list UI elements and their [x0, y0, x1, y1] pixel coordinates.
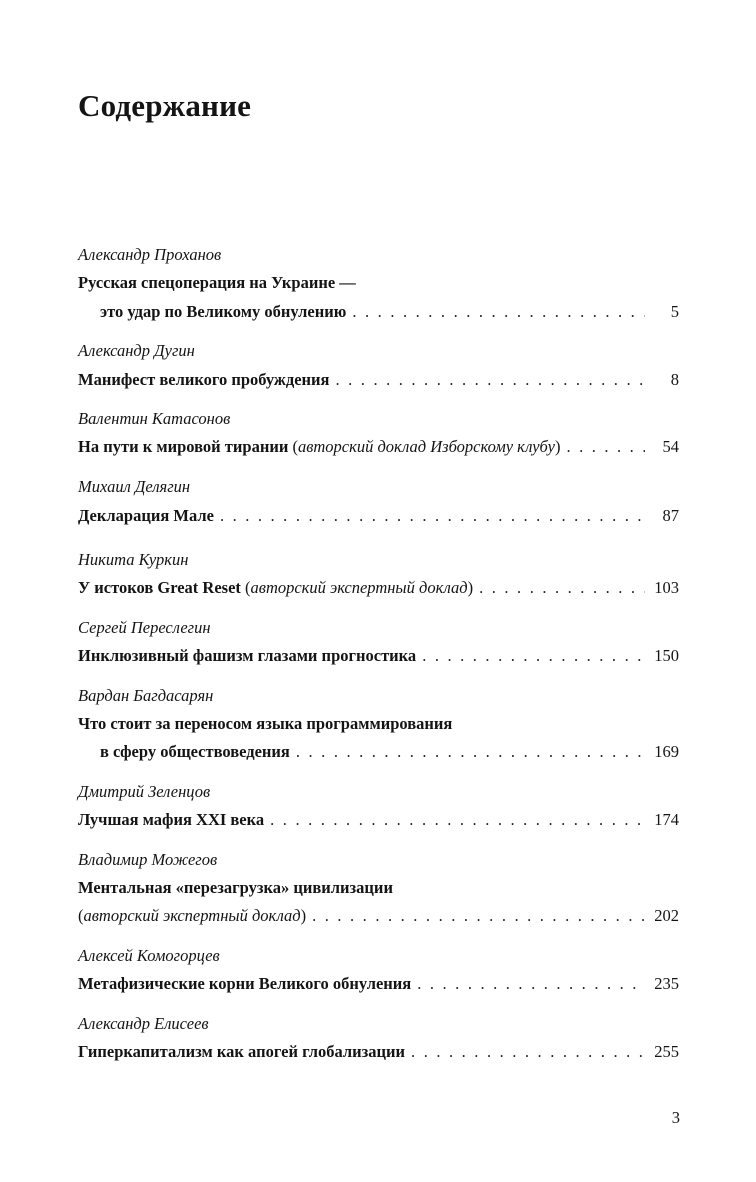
- toc-subtitle-line: (авторский экспертный доклад): [78, 906, 307, 925]
- toc-entry[interactable]: [100, 742, 679, 762]
- toc-entry[interactable]: [100, 302, 679, 322]
- toc-entry[interactable]: [78, 1042, 679, 1062]
- toc-page-number: 5: [670, 302, 679, 321]
- toc-title: Лучшая мафия XXI века: [78, 810, 265, 829]
- toc-subtitle: авторский экспертный доклад: [250, 578, 468, 597]
- toc-entry[interactable]: [78, 906, 679, 926]
- toc-author: Александр Дугин: [78, 341, 195, 360]
- toc-page-number: 54: [662, 437, 679, 456]
- leader-dots: [566, 437, 645, 457]
- toc-title: Ментальная «перезагрузка» цивилизации: [78, 878, 393, 897]
- leader-dots: [296, 742, 645, 762]
- toc-author: Михаил Делягин: [78, 477, 191, 496]
- page-number: 3: [671, 1108, 680, 1127]
- toc-title: Инклюзивный фашизм глазами прогностика: [78, 646, 417, 665]
- toc-title: У истоков Great Reset: [78, 578, 241, 597]
- leader-dots: [220, 506, 645, 526]
- toc-entry[interactable]: [78, 370, 679, 390]
- toc-subtitle: авторский доклад Изборскому клубу: [297, 437, 555, 456]
- toc-title: Гиперкапитализм как апогей глобализации: [78, 1042, 406, 1061]
- leader-dots: [417, 974, 645, 994]
- toc-entry[interactable]: [78, 810, 679, 830]
- toc-page-number: 202: [654, 906, 679, 925]
- toc-title: Метафизические корни Великого обнуления: [78, 974, 412, 993]
- toc-author: Дмитрий Зеленцов: [78, 782, 211, 801]
- toc-title-line: [78, 878, 679, 898]
- leader-dots: [479, 578, 645, 598]
- toc-title-line: [78, 273, 679, 293]
- toc-entry[interactable]: [78, 646, 679, 666]
- toc-subtitle: авторский экспертный доклад: [83, 906, 301, 925]
- toc-title-with-subtitle: На пути к мировой тирании (авторский доклад Изборскому клубу): [78, 437, 561, 456]
- toc-page-number: 169: [654, 742, 679, 761]
- toc-page-number: 103: [654, 578, 679, 597]
- leader-dots: [411, 1042, 645, 1062]
- toc-page-number: 150: [654, 646, 679, 665]
- toc-title-with-subtitle: У истоков Great Reset (авторский экспертный доклад): [78, 578, 474, 597]
- toc-title: На пути к мировой тирании: [78, 437, 289, 456]
- toc-title: Русская спецоперация на Украине —: [78, 273, 356, 292]
- toc-author: Никита Куркин: [78, 550, 189, 569]
- toc-page-number: 87: [662, 506, 679, 525]
- toc-author: Алексей Комогорцев: [78, 946, 220, 965]
- toc-author: Сергей Переслегин: [78, 618, 211, 637]
- toc-page-number: 8: [670, 370, 679, 389]
- toc-page-number: 174: [654, 810, 679, 829]
- page-title: Содержание: [78, 88, 252, 123]
- toc-author: Александр Елисеев: [78, 1014, 209, 1033]
- toc-page-number: 235: [654, 974, 679, 993]
- toc-entry[interactable]: [78, 437, 679, 457]
- leader-dots: [336, 370, 646, 390]
- toc-entry[interactable]: [78, 506, 679, 526]
- leader-dots: [312, 906, 645, 926]
- toc-title-line: [78, 714, 679, 734]
- toc-author: Александр Проханов: [78, 245, 222, 264]
- toc-title: это удар по Великому обнулению: [100, 302, 347, 321]
- toc-author: Валентин Катасонов: [78, 409, 231, 428]
- toc-entry[interactable]: [78, 578, 679, 598]
- toc-page-number: 255: [654, 1042, 679, 1061]
- toc-entry[interactable]: [78, 974, 679, 994]
- toc-author: Владимир Можегов: [78, 850, 218, 869]
- leader-dots: [422, 646, 645, 666]
- leader-dots: [270, 810, 645, 830]
- toc-title: Декларация Мале: [78, 506, 214, 525]
- toc-author: Вардан Багдасарян: [78, 686, 214, 705]
- toc-title: в сферу обществоведения: [100, 742, 290, 761]
- toc-title: Манифест великого пробуждения: [78, 370, 330, 389]
- leader-dots: [352, 302, 645, 322]
- toc-title: Что стоит за переносом языка программирования: [78, 714, 453, 733]
